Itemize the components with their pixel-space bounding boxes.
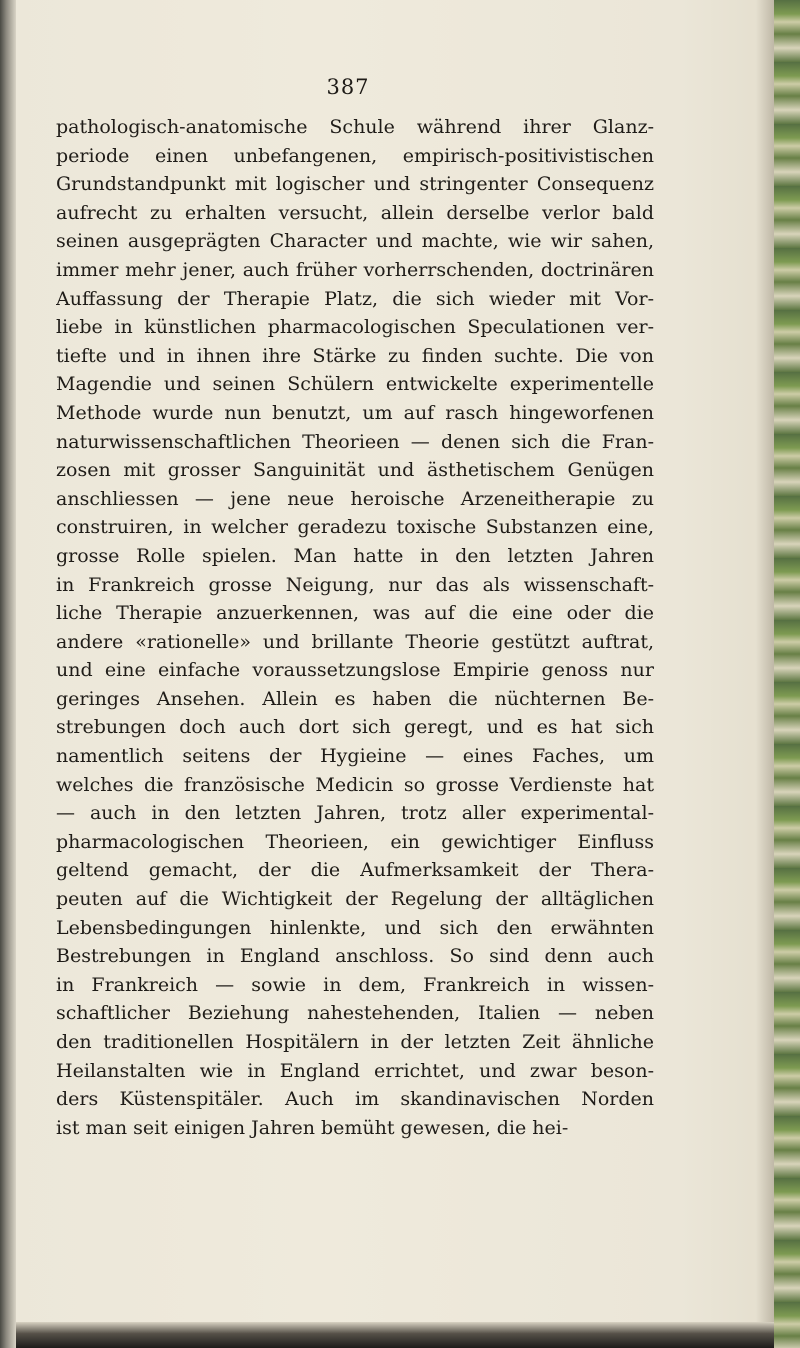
text-line: grosse Rolle spielen. Man hatte in den letzten Jahren [56, 544, 654, 567]
text-line: ders Küstenspitäler. Auch im skandinavischen Norden [56, 1088, 654, 1111]
text-line: Lebensbedingungen hinlenkte, und sich den erwähnten [56, 916, 654, 939]
text-line: den traditionellen Hospitälern in der letzten Zeit ähnliche [56, 1031, 654, 1053]
text-line: Methode wurde nun benutzt, um auf rasch hingeworfenen [56, 401, 654, 424]
text-line: zosen mit grosser Sanguinität und ästhetischem Genügen [56, 459, 654, 482]
text-line: peuten auf die Wichtigkeit der Regelung der alltäglichen [56, 888, 654, 911]
text-line: geltend gemacht, der die Aufmerksamkeit der Thera- [56, 859, 654, 882]
text-line: anschliessen — jene neue heroische Arzeneitherapie zu [56, 487, 654, 510]
page-bottom-edge [16, 1322, 774, 1348]
text-line: geringes Ansehen. Allein es haben die nüchternen Be- [56, 687, 654, 710]
text-line: Auffassung der Therapie Platz, die sich wieder mit Vor- [56, 287, 654, 310]
text-line: periode einen unbefangenen, empirisch-positivistischen [56, 144, 654, 167]
text-line: strebungen doch auch dort sich geregt, und es hat sich [56, 716, 654, 739]
text-line: in Frankreich — sowie in dem, Frankreich in wissen- [56, 973, 654, 996]
page-binding-edge [0, 0, 16, 1348]
page-fore-edge [774, 0, 800, 1348]
text-line: andere «rationelle» und brillante Theorie gestützt auftrat, [56, 630, 654, 653]
text-line: Heilanstalten wie in England errichtet, und zwar beson- [56, 1059, 654, 1082]
text-line: Grundstandpunkt mit logischer und stringenter Consequenz [56, 173, 654, 196]
text-line: pharmacologischen Theorieen, ein gewichtiger Einfluss [56, 830, 654, 853]
text-line: — auch in den letzten Jahren, trotz aller experimental- [56, 802, 654, 825]
text-line: Bestrebungen in England anschloss. So sind denn auch [56, 945, 654, 968]
text-line: welches die französische Medicin so grosse Verdienste hat [56, 773, 654, 796]
text-line: seinen ausgeprägten Character und machte, wie wir sahen, [56, 230, 654, 253]
page-right-shadow [756, 0, 774, 1348]
text-line: construiren, in welcher geradezu toxische Substanzen eine, [56, 516, 654, 539]
text-line: in Frankreich grosse Neigung, nur das als wissenschaft- [56, 573, 654, 596]
page-number: 387 [326, 75, 370, 99]
text-line: aufrecht zu erhalten versucht, allein derselbe verlor bald [56, 201, 654, 224]
text-line: naturwissenschaftlichen Theorieen — denen sich die Fran- [56, 430, 654, 453]
text-line: namentlich seitens der Hygieine — eines Faches, um [56, 745, 654, 768]
text-line: immer mehr jener, auch früher vorherrschenden, doctrinären [56, 258, 654, 281]
body-text [56, 113, 654, 1142]
text-line: pathologisch-anatomische Schule während ihrer Glanz- [56, 116, 654, 138]
text-line: ist man seit einigen Jahren bemüht gewesen, die hei- [56, 1116, 569, 1139]
text-line: und eine einfache voraussetzungslose Empirie genoss nur [56, 659, 654, 682]
text-line: liebe in künstlichen pharmacologischen Speculationen ver- [56, 316, 654, 339]
text-line: liche Therapie anzuerkennen, was auf die eine oder die [56, 602, 654, 625]
text-line: Magendie und seinen Schülern entwickelte experimentelle [56, 373, 654, 396]
text-line: schaftlicher Beziehung nahestehenden, Italien — neben [56, 1002, 654, 1025]
text-line: tiefte und in ihnen ihre Stärke zu finden suchte. Die von [56, 344, 654, 367]
